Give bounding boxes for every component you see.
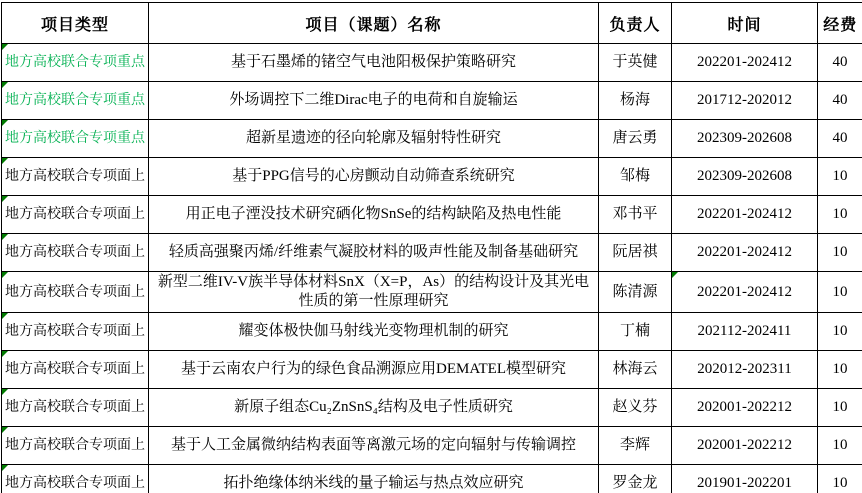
cell-flag-triangle-icon bbox=[2, 196, 8, 202]
cell-leader-name[interactable]: 丁楠 bbox=[599, 313, 672, 351]
cell-project-name[interactable]: 新型二维IV-V族半导体材料SnX（X=P，As）的结构设计及其光电性质的第一性原理研究 bbox=[149, 272, 599, 313]
cell-time-range[interactable] bbox=[672, 272, 818, 313]
table-header bbox=[2, 3, 862, 44]
project-type-label: 地方高校联合专项面上 bbox=[5, 362, 145, 377]
table-row bbox=[2, 389, 862, 427]
cell-project-type[interactable] bbox=[2, 272, 149, 313]
cell-budget-value[interactable]: 10 bbox=[818, 234, 862, 272]
cell-budget-value[interactable]: 10 bbox=[818, 313, 862, 351]
project-type-label: 地方高校联合专项面上 bbox=[5, 169, 145, 184]
column-header-leader[interactable]: 负责人 bbox=[599, 3, 672, 44]
cell-flag-triangle-icon bbox=[2, 120, 8, 126]
cell-project-type[interactable] bbox=[2, 465, 149, 493]
cell-budget-value[interactable]: 10 bbox=[818, 272, 862, 313]
column-header-time[interactable]: 时间 bbox=[672, 3, 818, 44]
cell-leader-name[interactable]: 邹梅 bbox=[599, 158, 672, 196]
cell-flag-triangle-icon bbox=[2, 44, 8, 50]
cell-project-name[interactable]: 基于人工金属微纳结构表面等离激元场的定向辐射与传输调控 bbox=[149, 427, 599, 465]
cell-flag-triangle-icon bbox=[2, 427, 8, 433]
project-type-label: 地方高校联合专项重点 bbox=[5, 131, 145, 146]
cell-project-name[interactable]: 基于石墨烯的锗空气电池阳极保护策略研究 bbox=[149, 44, 599, 82]
table-row bbox=[2, 196, 862, 234]
cell-leader-name[interactable]: 阮居祺 bbox=[599, 234, 672, 272]
cell-budget-value[interactable]: 40 bbox=[818, 44, 862, 82]
cell-leader-name[interactable]: 林海云 bbox=[599, 351, 672, 389]
cell-project-type[interactable] bbox=[2, 427, 149, 465]
time-range-label: 201901-202201 bbox=[697, 475, 792, 491]
project-type-label: 地方高校联合专项面上 bbox=[5, 438, 145, 453]
project-type-label: 地方高校联合专项面上 bbox=[5, 476, 145, 491]
cell-flag-triangle-icon bbox=[2, 158, 8, 164]
cell-time-range[interactable] bbox=[672, 44, 818, 82]
cell-leader-name[interactable]: 陈清源 bbox=[599, 272, 672, 313]
time-range-label: 202201-202412 bbox=[697, 206, 792, 222]
cell-budget-value[interactable]: 40 bbox=[818, 82, 862, 120]
table-row bbox=[2, 234, 862, 272]
project-type-label: 地方高校联合专项面上 bbox=[5, 207, 145, 222]
cell-project-name[interactable]: 外场调控下二维Dirac电子的电荷和自旋输运 bbox=[149, 82, 599, 120]
cell-project-name[interactable]: 新原子组态Cu₂ZnSnS₄结构及电子性质研究 bbox=[149, 389, 599, 427]
project-type-label: 地方高校联合专项面上 bbox=[5, 284, 145, 300]
cell-time-range[interactable] bbox=[672, 158, 818, 196]
cell-leader-name[interactable]: 赵义芬 bbox=[599, 389, 672, 427]
cell-budget-value[interactable]: 10 bbox=[818, 465, 862, 493]
cell-project-name[interactable]: 基于云南农户行为的绿色食品溯源应用DEMATEL模型研究 bbox=[149, 351, 599, 389]
project-type-label: 地方高校联合专项面上 bbox=[5, 324, 145, 339]
cell-project-name[interactable]: 轻质高强聚丙烯/纤维素气凝胶材料的吸声性能及制备基础研究 bbox=[149, 234, 599, 272]
cell-project-name[interactable]: 基于PPG信号的心房颤动自动筛查系统研究 bbox=[149, 158, 599, 196]
time-range-label: 202201-202412 bbox=[697, 54, 792, 70]
cell-time-range[interactable] bbox=[672, 389, 818, 427]
time-range-label: 202309-202608 bbox=[697, 168, 792, 184]
cell-time-range[interactable] bbox=[672, 427, 818, 465]
projects-table bbox=[1, 2, 862, 493]
cell-leader-name[interactable]: 李辉 bbox=[599, 427, 672, 465]
cell-project-name[interactable]: 耀变体极快伽马射线光变物理机制的研究 bbox=[149, 313, 599, 351]
cell-project-type[interactable] bbox=[2, 82, 149, 120]
cell-project-type[interactable] bbox=[2, 389, 149, 427]
cell-time-range[interactable] bbox=[672, 465, 818, 493]
time-range-label: 202201-202412 bbox=[697, 283, 792, 300]
project-type-label: 地方高校联合专项面上 bbox=[5, 400, 145, 415]
cell-leader-name[interactable]: 邓书平 bbox=[599, 196, 672, 234]
cell-flag-triangle-icon bbox=[2, 313, 8, 319]
table-row bbox=[2, 272, 862, 313]
time-range-label: 202309-202608 bbox=[697, 130, 792, 146]
cell-project-name[interactable]: 超新星遗迹的径向轮廓及辐射特性研究 bbox=[149, 120, 599, 158]
cell-flag-triangle-icon bbox=[2, 234, 8, 240]
table-row bbox=[2, 158, 862, 196]
table-row bbox=[2, 313, 862, 351]
column-header-project-type[interactable]: 项目类型 bbox=[2, 3, 149, 44]
cell-project-type[interactable] bbox=[2, 234, 149, 272]
cell-project-name[interactable]: 拓扑绝缘体纳米线的量子输运与热点效应研究 bbox=[149, 465, 599, 493]
cell-leader-name[interactable]: 于英健 bbox=[599, 44, 672, 82]
cell-project-type[interactable] bbox=[2, 44, 149, 82]
time-range-label: 202012-202311 bbox=[697, 361, 792, 377]
time-range-label: 202201-202412 bbox=[697, 244, 792, 260]
cell-time-range[interactable] bbox=[672, 82, 818, 120]
cell-flag-triangle-icon bbox=[2, 465, 8, 471]
time-range-label: 202112-202411 bbox=[697, 323, 792, 339]
cell-time-range[interactable] bbox=[672, 196, 818, 234]
cell-time-range[interactable] bbox=[672, 313, 818, 351]
cell-flag-triangle-icon bbox=[2, 351, 8, 357]
header-row bbox=[2, 3, 862, 44]
cell-budget-value[interactable]: 10 bbox=[818, 389, 862, 427]
cell-leader-name[interactable]: 罗金龙 bbox=[599, 465, 672, 493]
cell-leader-name[interactable]: 唐云勇 bbox=[599, 120, 672, 158]
table-row bbox=[2, 465, 862, 493]
cell-time-range[interactable] bbox=[672, 234, 818, 272]
cell-budget-value[interactable]: 10 bbox=[818, 158, 862, 196]
table-row bbox=[2, 120, 862, 158]
table-row bbox=[2, 44, 862, 82]
time-range-label: 202001-202212 bbox=[697, 437, 792, 453]
cell-leader-name[interactable]: 杨海 bbox=[599, 82, 672, 120]
cell-project-type[interactable] bbox=[2, 196, 149, 234]
cell-budget-value[interactable]: 40 bbox=[818, 120, 862, 158]
cell-time-range[interactable] bbox=[672, 120, 818, 158]
cell-flag-triangle-icon bbox=[2, 272, 8, 278]
time-range-label: 201712-202012 bbox=[697, 92, 792, 108]
time-range-label: 202001-202212 bbox=[697, 399, 792, 415]
table-body bbox=[2, 44, 862, 493]
table-row bbox=[2, 427, 862, 465]
cell-time-range[interactable] bbox=[672, 351, 818, 389]
cell-project-type[interactable] bbox=[2, 158, 149, 196]
cell-flag-triangle-icon bbox=[2, 389, 8, 395]
cell-project-type[interactable] bbox=[2, 120, 149, 158]
cell-project-type[interactable] bbox=[2, 351, 149, 389]
cell-flag-triangle-icon bbox=[2, 82, 8, 88]
cell-project-type[interactable] bbox=[2, 313, 149, 351]
table-row bbox=[2, 351, 862, 389]
project-type-label: 地方高校联合专项面上 bbox=[5, 245, 145, 260]
project-type-label: 地方高校联合专项重点 bbox=[5, 55, 145, 70]
column-header-project-name[interactable]: 项目（课题）名称 bbox=[149, 3, 599, 44]
cell-budget-value[interactable]: 10 bbox=[818, 351, 862, 389]
column-header-budget[interactable]: 经费 bbox=[818, 3, 862, 44]
cell-flag-triangle-icon bbox=[672, 272, 678, 278]
table-row bbox=[2, 82, 862, 120]
cell-budget-value[interactable]: 10 bbox=[818, 427, 862, 465]
cell-project-name[interactable]: 用正电子湮没技术研究硒化物SnSe的结构缺陷及热电性能 bbox=[149, 196, 599, 234]
project-type-label: 地方高校联合专项重点 bbox=[5, 93, 145, 108]
cell-budget-value[interactable]: 10 bbox=[818, 196, 862, 234]
